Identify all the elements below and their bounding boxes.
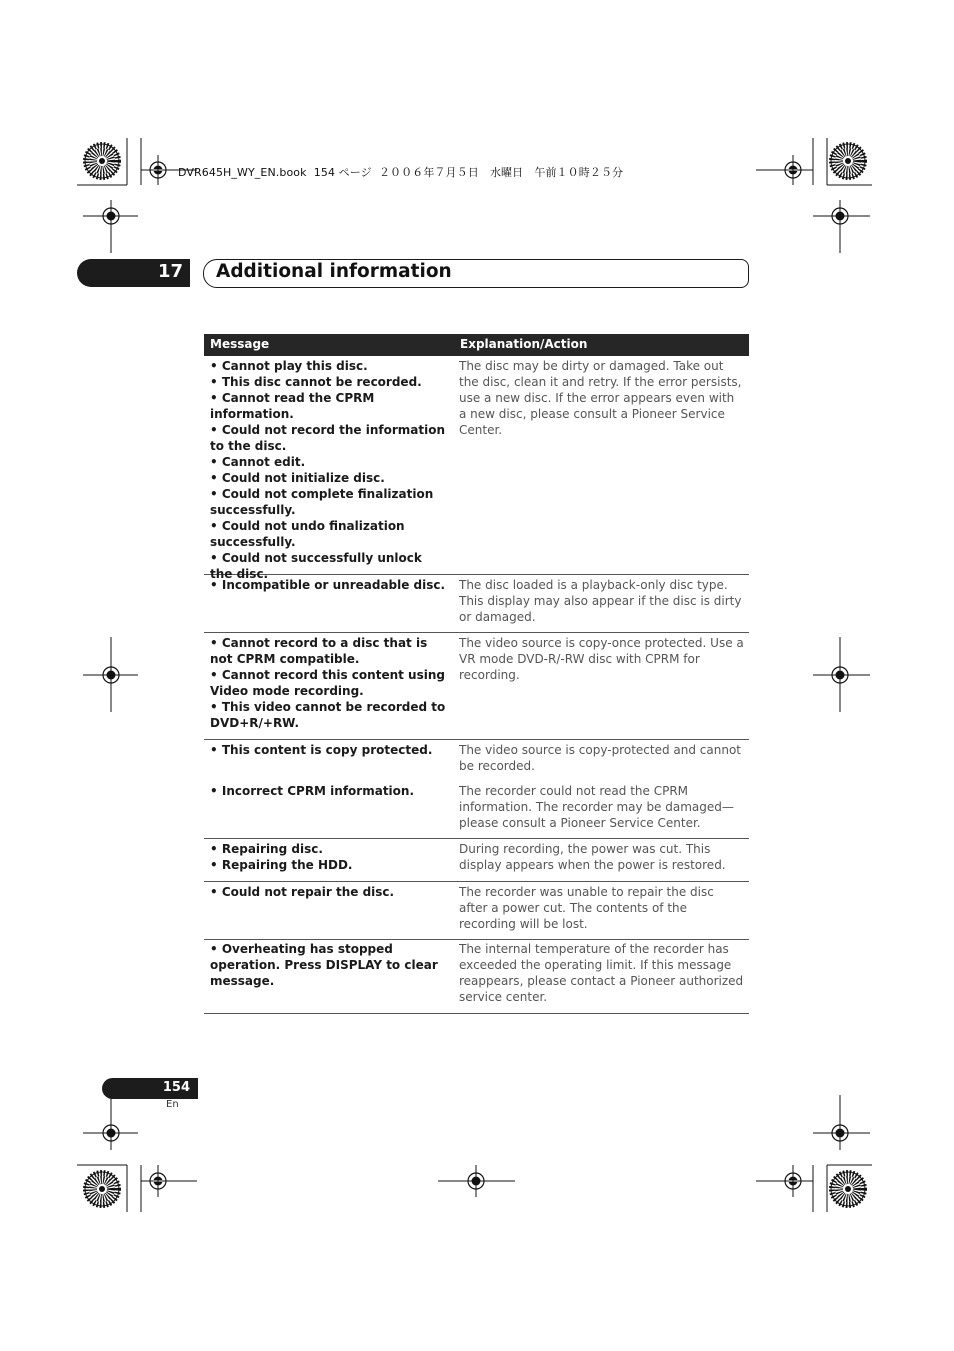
chapter-title: Additional information [216, 261, 452, 282]
message-line: • Cannot record to a disc that is not CPRM compatible. [210, 636, 428, 666]
chapter-number-tab [77, 259, 190, 287]
message-line: • Incorrect CPRM information. [210, 784, 415, 798]
message-line: • Cannot edit. [210, 455, 306, 469]
message-line: • Cannot play this disc. [210, 359, 368, 373]
file-info-line: DVR645H_WY_EN.book 154 ページ ２００６年７月５日 水曜日 午前１０時２５分 [178, 166, 624, 179]
message-cell [210, 742, 446, 758]
message-line: • Cannot record this content using Video mode recording. [210, 668, 445, 698]
explanation-cell: The recorder could not read the CPRM information. The recorder may be damaged—please consult a Pioneer Service Center. [459, 784, 734, 830]
language-code: En [166, 1099, 179, 1110]
message-cell [210, 783, 446, 799]
message-cell [210, 884, 446, 900]
message-line: • Could not repair the disc. [210, 885, 395, 899]
table-row [204, 575, 749, 633]
message-cell [210, 635, 446, 731]
message-line: • This video cannot be recorded to DVD+R/+RW. [210, 700, 446, 730]
explanation-cell: The video source is copy-protected and cannot be recorded. [459, 743, 741, 773]
message-cell [210, 841, 446, 873]
message-cell [210, 941, 446, 989]
explanation-cell: The video source is copy-once protected. Use a VR mode DVD-R/-RW disc with CPRM for recording. [459, 636, 744, 682]
message-line: • Overheating has stopped operation. Press DISPLAY to clear message. [210, 942, 438, 988]
explanation-cell: The disc loaded is a playback-only disc type. This display may also appear if the disc is dirty or damaged. [459, 578, 742, 624]
message-line: • Repairing disc. [210, 842, 323, 856]
page-number-tab [102, 1078, 198, 1099]
message-line: • Could not record the information to the disc. [210, 423, 445, 453]
message-line: • Could not initialize disc. [210, 471, 385, 485]
message-line: • Could not successfully unlock the disc. [210, 551, 422, 581]
page-number: 154 [162, 1080, 190, 1095]
message-line: • Cannot read the CPRM information. [210, 391, 375, 421]
explanation-cell: The recorder was unable to repair the disc after a power cut. The contents of the recording will be lost. [459, 885, 714, 931]
explanation-cell: The internal temperature of the recorder has exceeded the operating limit. If this message reappears, please contact a Pioneer authorized service center. [459, 942, 744, 1004]
table-row [204, 740, 749, 839]
message-line: • Repairing the HDD. [210, 858, 353, 872]
message-line: • Incompatible or unreadable disc. [210, 578, 446, 592]
chapter-number: 17 [157, 261, 183, 282]
message-line: • Could not complete finalization successfully. [210, 487, 434, 517]
message-line: • Could not undo finalization successfully. [210, 519, 405, 549]
message-table [204, 334, 749, 1014]
table-header [204, 334, 749, 356]
explanation-cell: The disc may be dirty or damaged. Take out the disc, clean it and retry. If the error persists, use a new disc. If the error appears even with a new disc, please consult a Pioneer Service Center. [459, 359, 742, 437]
chapter-title-box [203, 259, 749, 288]
table-row [204, 839, 749, 882]
explanation-cell: During recording, the power was cut. This display appears when the power is restored. [459, 842, 726, 872]
column-header-explanation: Explanation/Action [460, 337, 588, 351]
message-cell [210, 577, 446, 593]
table-row [204, 882, 749, 940]
column-header-message: Message [210, 337, 270, 351]
message-line: • This content is copy protected. [210, 743, 433, 757]
message-cell [210, 358, 446, 582]
table-row [204, 940, 749, 1014]
table-row [204, 356, 749, 581]
table-row [204, 633, 749, 740]
message-line: • This disc cannot be recorded. [210, 375, 422, 389]
